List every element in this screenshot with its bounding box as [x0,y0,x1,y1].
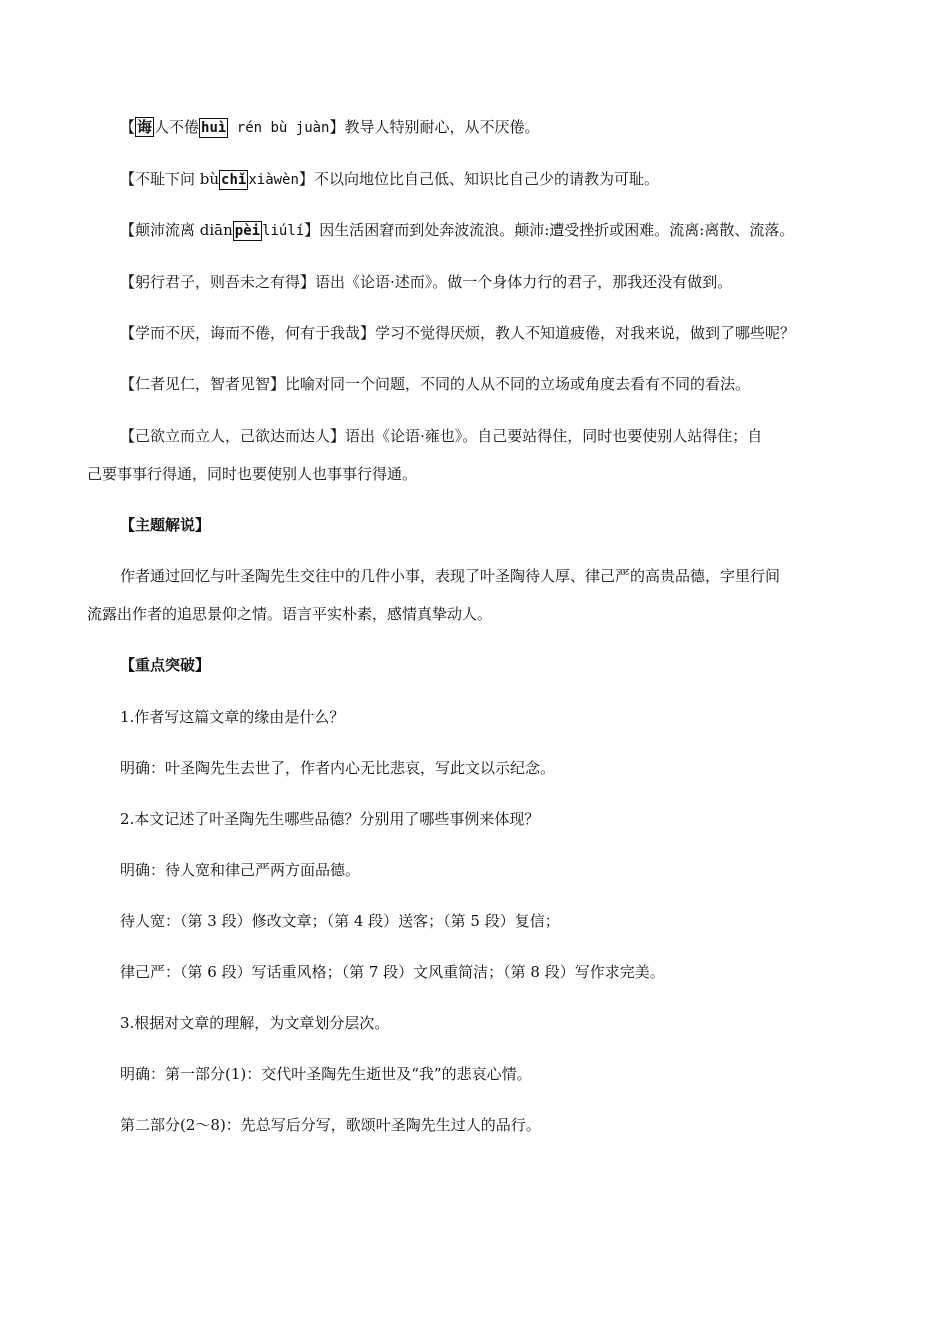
answer-2-strict: 律己严：（第 6 段）写话重风格；（第 7 段）文风重简洁；（第 8 段）写作求完美。 [120,963,665,981]
idiom-gong-xing-jun-zi: 【躬行君子，则吾未之有得】语出《论语·述而》。做一个身体力行的君子，那我还没有做到。 [120,273,733,291]
idiom-bu-chi-xia-wen [120,168,860,191]
idiom-hui-ren-bu-juan [120,116,860,139]
answer-1: 明确：叶圣陶先生去世了，作者内心无比悲哀，写此文以示纪念。 [120,759,556,777]
idiom-dian-pei-liu-li [120,219,860,242]
idiom-rest: 人不倦 [154,118,200,136]
key-points-heading: 【重点突破】 [120,656,211,674]
answer-3-part2: 第二部分(2～8)：先总写后分写，歌颂叶圣陶先生过人的品行。 [120,1116,541,1134]
boxed-pinyin-pei: pèi [234,223,261,239]
question-2: 2.本文记述了叶圣陶先生哪些品德？分别用了哪些事例来体现？ [120,810,540,828]
answer-2-kind: 待人宽：（第 3 段）修改文章；（第 4 段）送客；（第 5 段）复信； [120,912,560,930]
idiom-definition: 不以向地位比自己低、知识比自己少的请教为可耻。 [313,170,659,188]
theme-paragraph-line1: 作者通过回忆与叶圣陶先生交往中的几件小事，表现了叶圣陶待人厚、律己严的高贵品德，字里行间 [120,567,781,585]
bracket-close: 】 [304,221,320,239]
boxed-pinyin-hui: huì [201,120,227,136]
boxed-pinyin-chi: chǐ [221,172,247,188]
bracket-close: 】 [329,118,345,136]
idiom-definition: 因生活困窘而到处奔波流浪。颠沛:遭受挫折或困难。流离:离散、流落。 [319,221,795,239]
idiom-head: 【不耻下问 bù [120,170,220,188]
theme-paragraph-line2: 流露出作者的追思景仰之情。语言平实朴素，感情真挚动人。 [87,605,493,623]
question-3: 3.根据对文章的理解，为文章划分层次。 [120,1014,390,1032]
answer-2: 明确：待人宽和律己严两方面品德。 [120,861,361,879]
boxed-char-hui: 诲 [137,118,153,136]
idiom-pinyin: xiàwèn [248,172,299,188]
idiom-xue-er-bu-yan: 【学而不厌，诲而不倦，何有于我哉】学习不觉得厌烦，教人不知道疲倦，对我来说，做到了哪些呢？ [120,324,796,342]
answer-3-part1: 明确：第一部分(1)：交代叶圣陶先生逝世及“我”的悲哀心情。 [120,1065,532,1083]
idiom-ji-yu-li-line1: 【己欲立而立人，己欲达而达人】语出《论语·雍也》。自己要站得住，同时也要使别人站得住；自 [120,427,763,445]
bracket-close: 】 [298,170,314,188]
question-1: 1.作者写这篇文章的缘由是什么？ [120,708,345,726]
idiom-head: 【颠沛流离 diān [120,221,233,239]
idiom-ren-zhe-jian-ren: 【仁者见仁，智者见智】比喻对同一个问题，不同的人从不同的立场或角度去看有不同的看法。 [120,375,751,393]
idiom-pinyin: rén bù juàn [228,120,330,136]
idiom-pinyin: liúlí [262,223,305,239]
idiom-ji-yu-li-line2: 己要事事行得通，同时也要使别人也事事行得通。 [87,465,418,483]
idiom-definition: 教导人特别耐心，从不厌倦。 [344,118,540,136]
bracket-open: 【 [120,118,136,136]
theme-heading: 【主题解说】 [120,516,211,534]
